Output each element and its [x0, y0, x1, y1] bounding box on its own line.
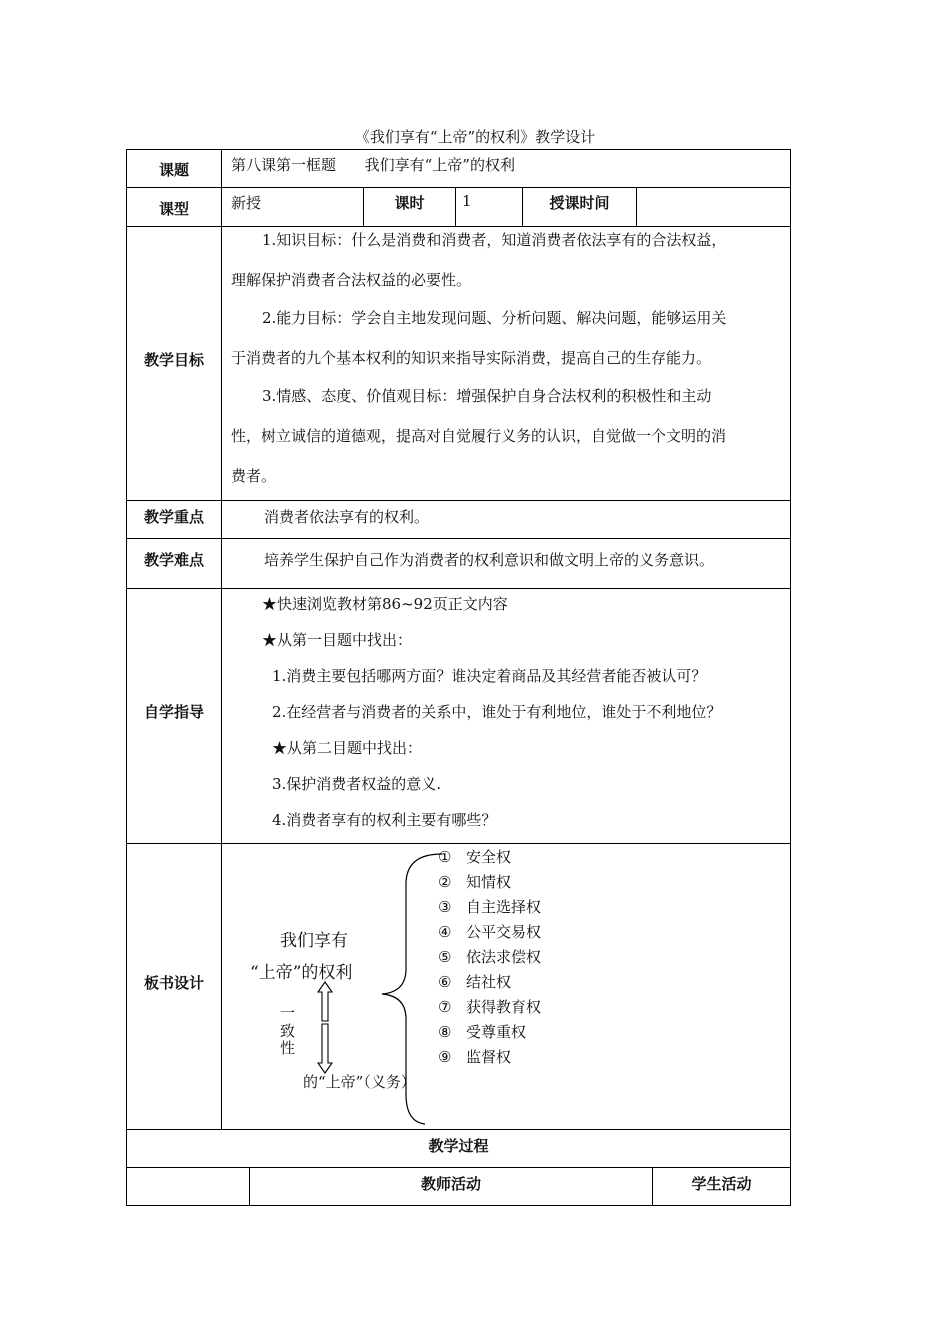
right-text: 安全权 [466, 848, 512, 866]
self-study-line: ★快速浏览教材第86~92页正文内容 [262, 595, 508, 613]
student-activity-label: 学生活动 [691, 1175, 752, 1193]
right-num: ④ [438, 923, 452, 941]
difficulties-label: 教学难点 [143, 551, 204, 569]
board-bottom-text: 的“上帝”（义务） [303, 1073, 416, 1091]
goals-line: 费者。 [231, 467, 277, 485]
self-study-line: 4.消费者享有的权利主要有哪些？ [272, 811, 497, 829]
right-text: 自主选择权 [466, 898, 542, 916]
right-text: 公平交易权 [466, 923, 542, 941]
self-study-line: 2.在经营者与消费者的关系中，谁处于有利地位，谁处于不利地位？ [272, 703, 722, 721]
board-design [222, 844, 791, 1129]
right-num: ⑦ [438, 998, 452, 1016]
self-study-line: ★从第一目题中找出： [262, 631, 413, 649]
document-title: 《我们享有“上帝”的权利》教学设计 [354, 128, 596, 146]
right-text: 结社权 [466, 973, 512, 991]
right-item [438, 921, 541, 942]
right-item [438, 846, 511, 867]
right-item [438, 1046, 511, 1067]
teacher-activity-label: 教师活动 [420, 1175, 481, 1193]
self-study-line: ★从第二目题中找出： [272, 739, 423, 757]
right-num: ⑨ [438, 1048, 452, 1066]
right-num: ③ [438, 898, 452, 916]
type-label: 课型 [158, 200, 189, 218]
key-points-value: 消费者依法享有的权利。 [264, 508, 430, 526]
right-num: ⑤ [438, 948, 452, 966]
goals-line: 理解保护消费者合法权益的必要性。 [231, 271, 472, 289]
self-study-label: 自学指导 [143, 703, 204, 721]
goals-line: 于消费者的九个基本权利的知识来指导实际消费，提高自己的生存能力。 [231, 349, 712, 367]
goals-line: 1.知识目标：什么是消费和消费者，知道消费者依法享有的合法权益， [262, 231, 727, 249]
goals-label: 教学目标 [143, 351, 204, 369]
right-num: ② [438, 873, 452, 891]
process-label: 教学过程 [428, 1137, 489, 1155]
goals-line: 2.能力目标：学会自主地发现问题、分析问题、解决问题，能够运用关 [262, 309, 727, 327]
hours-value: 1 [462, 192, 472, 210]
self-study-line: 1.消费主要包括哪两方面？谁决定着商品及其经营者能否被认可？ [272, 667, 707, 685]
board-title-line2: “上帝”的权利 [250, 963, 353, 983]
self-study-line: 3.保护消费者权益的意义. [272, 775, 442, 793]
right-item [438, 896, 541, 917]
difficulties-value: 培养学生保护自己作为消费者的权利意识和做文明上帝的义务意识。 [264, 551, 715, 569]
right-text: 知情权 [466, 873, 512, 891]
board-label: 板书设计 [143, 974, 204, 992]
board-title-line1: 我们享有 [280, 931, 348, 951]
side-char: 性 [280, 1039, 296, 1057]
right-item [438, 871, 511, 892]
key-points-label: 教学重点 [143, 508, 204, 526]
hours-label: 课时 [394, 194, 425, 212]
topic-label: 课题 [158, 161, 189, 179]
type-value: 新授 [231, 194, 262, 212]
right-num: ⑥ [438, 973, 452, 991]
side-char: 一 [280, 1004, 296, 1022]
side-char: 致 [280, 1022, 296, 1040]
right-num: ① [438, 848, 452, 866]
goals-line: 3.情感、态度、价值观目标：增强保护自身合法权利的积极性和主动 [262, 387, 712, 405]
right-item [438, 996, 541, 1017]
arrow-down-shape [318, 1024, 332, 1073]
arrow-up-shape [318, 982, 332, 1021]
right-item [438, 946, 541, 967]
right-num: ⑧ [438, 1023, 452, 1041]
right-text: 监督权 [466, 1048, 512, 1066]
time-label: 授课时间 [549, 194, 610, 212]
topic-value: 第八课第一框题 我们享有“上帝”的权利 [231, 156, 515, 174]
right-item [438, 971, 511, 992]
goals-line: 性，树立诚信的道德观，提高对自觉履行义务的认识，自觉做一个文明的消 [231, 427, 727, 445]
right-text: 受尊重权 [466, 1023, 527, 1041]
right-item [438, 1021, 526, 1042]
right-text: 获得教育权 [466, 998, 542, 1016]
right-text: 依法求偿权 [466, 948, 542, 966]
